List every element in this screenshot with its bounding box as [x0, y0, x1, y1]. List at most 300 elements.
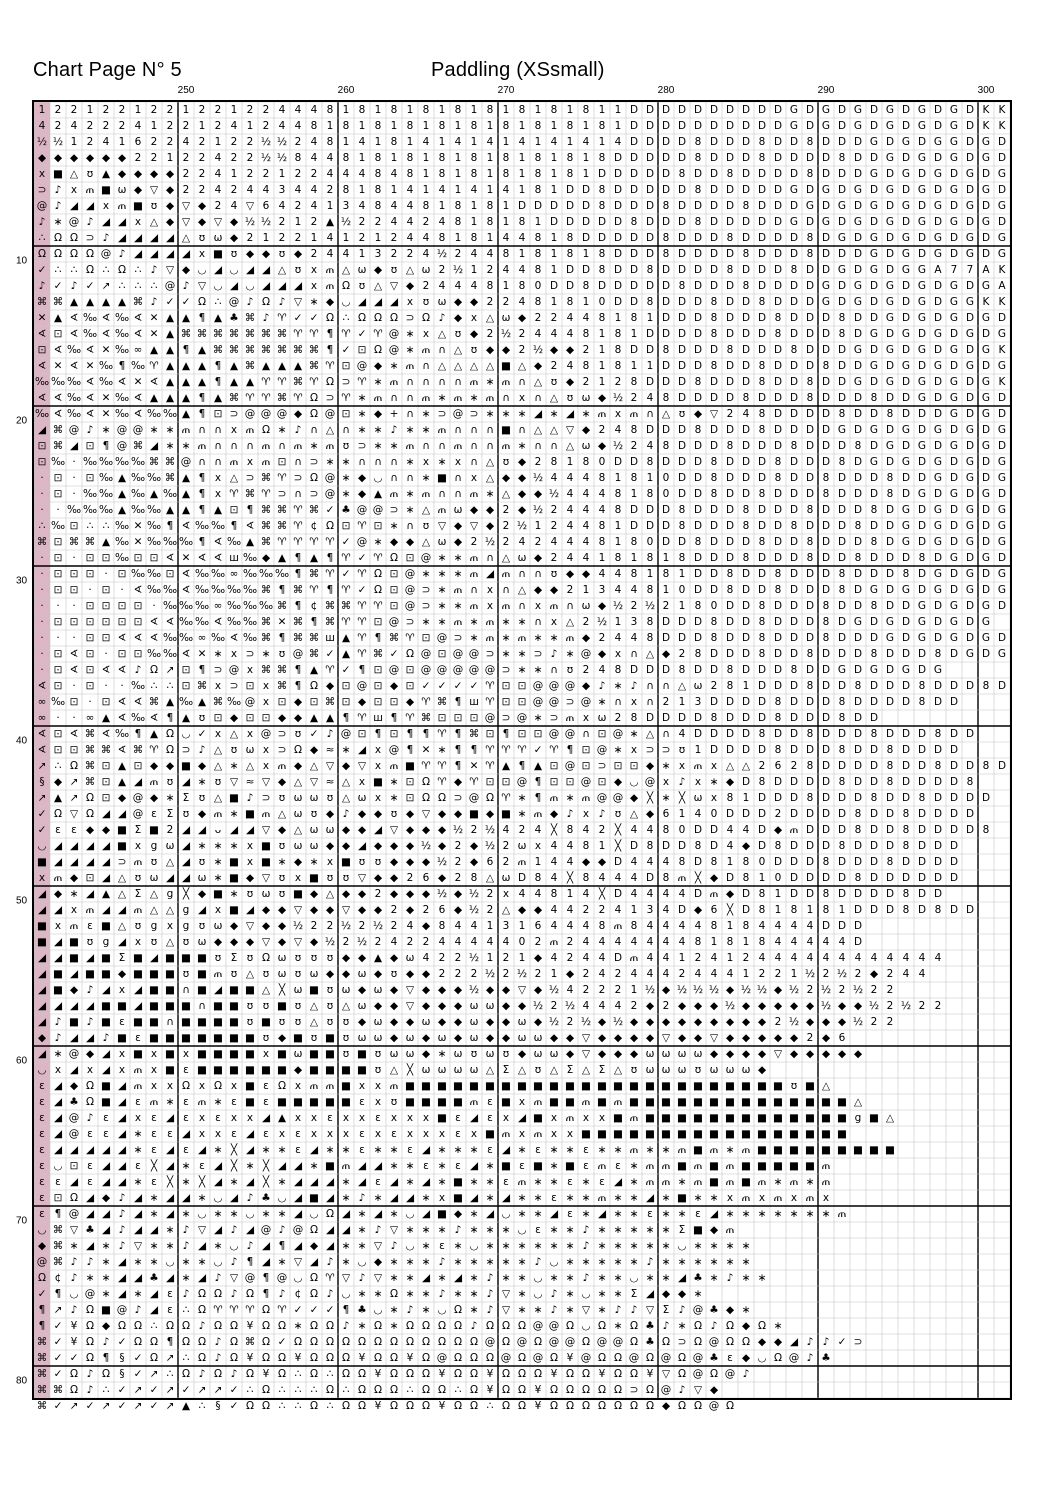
stitch-symbol: ∗	[530, 1190, 546, 1206]
stitch-symbol: ⊡	[50, 662, 66, 678]
column-number-300: 300	[978, 85, 995, 96]
stitch-symbol: ɛ	[162, 1302, 178, 1318]
stitch-symbol: ◆	[530, 358, 546, 374]
stitch-symbol: x	[146, 1062, 162, 1078]
stitch-symbol: ¶	[370, 726, 386, 742]
stitch-symbol: D	[770, 198, 786, 214]
stitch-symbol: ◆	[738, 838, 754, 854]
stitch-symbol: 4	[530, 326, 546, 342]
stitch-symbol: ⌘	[258, 518, 274, 534]
stitch-symbol: @	[546, 1318, 562, 1334]
stitch-symbol: ◆	[658, 1398, 674, 1414]
stitch-symbol: D	[610, 198, 626, 214]
stitch-symbol: D	[658, 118, 674, 134]
stitch-symbol: ጠ	[450, 438, 466, 454]
stitch-symbol: D	[626, 518, 642, 534]
stitch-symbol: ◢	[98, 214, 114, 230]
stitch-symbol: ‰	[130, 358, 146, 374]
stitch-symbol: ጠ	[498, 438, 514, 454]
row-number-80: 80	[16, 1376, 27, 1387]
stitch-symbol: ◢	[146, 950, 162, 966]
stitch-symbol: ⊃	[498, 662, 514, 678]
stitch-symbol: G	[962, 566, 978, 582]
stitch-symbol: D	[802, 582, 818, 598]
stitch-symbol: 2	[354, 214, 370, 230]
stitch-symbol: ■	[706, 1094, 722, 1110]
stitch-symbol: ∩	[194, 998, 210, 1014]
stitch-symbol: 1	[530, 854, 546, 870]
stitch-symbol: Ω	[562, 1318, 578, 1334]
stitch-symbol: ω	[434, 1062, 450, 1078]
stitch-symbol: ⊡	[82, 646, 98, 662]
stitch-symbol: D	[658, 102, 674, 118]
stitch-symbol: ⊃	[226, 406, 242, 422]
stitch-symbol: 1	[450, 118, 466, 134]
stitch-symbol: Ω	[322, 1350, 338, 1366]
stitch-symbol: D	[914, 870, 930, 886]
stitch-symbol: ■	[34, 934, 50, 950]
stitch-symbol: ʊ	[370, 1046, 386, 1062]
stitch-symbol: ∗	[594, 1302, 610, 1318]
stitch-symbol: 2	[178, 182, 194, 198]
stitch-symbol: ጠ	[626, 1110, 642, 1126]
stitch-symbol: ¥	[562, 1350, 578, 1366]
stitch-symbol: 4	[562, 918, 578, 934]
stitch-symbol: D	[754, 310, 770, 326]
stitch-symbol: ■	[658, 1110, 674, 1126]
stitch-symbol: ∗	[338, 470, 354, 486]
stitch-symbol: ◢	[242, 262, 258, 278]
stitch-symbol: ■	[194, 950, 210, 966]
stitch-symbol: ⊡	[82, 598, 98, 614]
stitch-symbol: D	[770, 134, 786, 150]
stitch-symbol: 8	[802, 134, 818, 150]
stitch-symbol: ⊡	[386, 694, 402, 710]
stitch-symbol: ◆	[546, 806, 562, 822]
stitch-symbol: ∗	[98, 1238, 114, 1254]
stitch-symbol: ጠ	[130, 1062, 146, 1078]
stitch-symbol: 2	[754, 966, 770, 982]
stitch-symbol: ω	[354, 1030, 370, 1046]
stitch-symbol: 1	[386, 150, 402, 166]
stitch-symbol: ɛ	[82, 1158, 98, 1174]
stitch-symbol: 8	[658, 342, 674, 358]
stitch-symbol: ◢	[98, 1158, 114, 1174]
stitch-symbol: D	[898, 438, 914, 454]
stitch-symbol: ▲	[178, 470, 194, 486]
stitch-symbol: ʊ	[338, 438, 354, 454]
stitch-symbol: D	[898, 774, 914, 790]
stitch-symbol: ʊ	[386, 1094, 402, 1110]
stitch-symbol: ⌘	[82, 774, 98, 790]
stitch-symbol: ⊡	[386, 726, 402, 742]
stitch-symbol: @	[226, 662, 242, 678]
stitch-symbol: 8	[754, 886, 770, 902]
stitch-symbol: ∴	[178, 1302, 194, 1318]
stitch-symbol: ½	[642, 982, 658, 998]
stitch-symbol: ·	[34, 486, 50, 502]
stitch-symbol: G	[978, 438, 994, 454]
stitch-symbol: g	[178, 918, 194, 934]
stitch-symbol: ∗	[642, 1142, 658, 1158]
stitch-symbol: ʊ	[290, 262, 306, 278]
stitch-symbol: ∗	[530, 1238, 546, 1254]
stitch-symbol: Ω	[450, 1334, 466, 1350]
stitch-symbol: 1	[146, 118, 162, 134]
stitch-symbol: D	[754, 246, 770, 262]
stitch-symbol: @	[610, 790, 626, 806]
stitch-symbol: ‰	[162, 582, 178, 598]
stitch-symbol: ʊ	[290, 966, 306, 982]
stitch-symbol: 6	[258, 198, 274, 214]
stitch-symbol: ∗	[274, 422, 290, 438]
stitch-symbol: ▽	[290, 1254, 306, 1270]
stitch-symbol: ◡	[402, 1238, 418, 1254]
stitch-symbol: 8	[674, 166, 690, 182]
stitch-symbol: G	[914, 118, 930, 134]
stitch-symbol: D	[754, 662, 770, 678]
stitch-symbol: G	[898, 326, 914, 342]
stitch-symbol: ¶	[514, 758, 530, 774]
stitch-symbol: D	[738, 646, 754, 662]
stitch-symbol: Ω	[450, 1350, 466, 1366]
stitch-symbol: Ω	[594, 1398, 610, 1414]
stitch-symbol: D	[962, 438, 978, 454]
stitch-symbol: @	[290, 646, 306, 662]
stitch-symbol: ■	[274, 1094, 290, 1110]
stitch-symbol: G	[978, 550, 994, 566]
stitch-symbol: 1	[162, 150, 178, 166]
stitch-symbol: ◆	[386, 854, 402, 870]
stitch-symbol: D	[962, 598, 978, 614]
stitch-symbol: D	[802, 566, 818, 582]
stitch-symbol: ‰	[162, 534, 178, 550]
stitch-symbol: D	[866, 902, 882, 918]
stitch-symbol: ጠ	[610, 918, 626, 934]
stitch-symbol: △	[546, 1062, 562, 1078]
row-number-10: 10	[16, 256, 27, 267]
stitch-symbol: ɛ	[258, 1078, 274, 1094]
stitch-symbol: ♈	[274, 470, 290, 486]
stitch-symbol: ∗	[418, 406, 434, 422]
stitch-symbol: @	[530, 1350, 546, 1366]
stitch-symbol: ɛ	[354, 1094, 370, 1110]
stitch-symbol: K	[978, 294, 994, 310]
stitch-symbol: D	[786, 390, 802, 406]
stitch-symbol: Ω	[210, 1318, 226, 1334]
stitch-symbol: ¶	[498, 726, 514, 742]
stitch-symbol: 2	[226, 134, 242, 150]
stitch-symbol: ♣	[642, 1334, 658, 1350]
stitch-symbol: 8	[834, 566, 850, 582]
stitch-symbol: x	[418, 1110, 434, 1126]
stitch-symbol: ◡	[402, 1206, 418, 1222]
stitch-symbol: ⊃	[274, 486, 290, 502]
stitch-symbol: 8	[738, 550, 754, 566]
stitch-symbol: ∗	[306, 294, 322, 310]
stitch-symbol: 8	[754, 902, 770, 918]
stitch-symbol: D	[754, 390, 770, 406]
stitch-symbol: ጠ	[66, 918, 82, 934]
stitch-symbol: ɛ	[34, 1126, 50, 1142]
stitch-symbol: 4	[786, 950, 802, 966]
stitch-symbol: ¥	[530, 1382, 546, 1398]
stitch-symbol: G	[978, 150, 994, 166]
stitch-symbol: ⊃	[242, 470, 258, 486]
stitch-symbol: ½	[642, 598, 658, 614]
stitch-symbol: 2	[530, 966, 546, 982]
stitch-symbol: ∗	[162, 1238, 178, 1254]
stitch-symbol: D	[786, 886, 802, 902]
stitch-symbol: 8	[722, 166, 738, 182]
stitch-symbol: ɛ	[194, 1158, 210, 1174]
row-number-40: 40	[16, 736, 27, 747]
stitch-symbol: Ω	[370, 566, 386, 582]
stitch-symbol: ◆	[370, 262, 386, 278]
stitch-symbol: D	[658, 454, 674, 470]
stitch-symbol: @	[690, 1302, 706, 1318]
stitch-symbol: ɛ	[98, 1110, 114, 1126]
stitch-symbol: Ω	[258, 1398, 274, 1414]
stitch-symbol: Ω	[306, 1286, 322, 1302]
stitch-symbol: ⊡	[98, 758, 114, 774]
stitch-symbol: ∗	[386, 358, 402, 374]
stitch-symbol: ◆	[722, 1046, 738, 1062]
stitch-symbol: D	[994, 598, 1010, 614]
stitch-symbol: ▲	[194, 358, 210, 374]
stitch-symbol: D	[786, 422, 802, 438]
stitch-symbol: ╳	[690, 870, 706, 886]
stitch-symbol: ∗	[738, 1302, 754, 1318]
stitch-symbol: ¶	[322, 550, 338, 566]
stitch-symbol: ♪	[178, 1286, 194, 1302]
stitch-symbol: 4	[290, 182, 306, 198]
stitch-symbol: ɛ	[450, 1110, 466, 1126]
stitch-symbol: ◢	[418, 1270, 434, 1286]
stitch-symbol: ∩	[210, 422, 226, 438]
stitch-symbol: ■	[754, 1158, 770, 1174]
stitch-symbol: D	[994, 438, 1010, 454]
stitch-symbol: ∗	[82, 1270, 98, 1286]
stitch-symbol: ◢	[642, 1286, 658, 1302]
stitch-symbol: 2	[418, 934, 434, 950]
stitch-symbol: ∗	[418, 566, 434, 582]
stitch-symbol: @	[626, 1350, 642, 1366]
stitch-symbol: Ω	[690, 1318, 706, 1334]
stitch-symbol: ∗	[626, 726, 642, 742]
stitch-symbol: ‰	[98, 358, 114, 374]
stitch-symbol: ∗	[594, 1254, 610, 1270]
stitch-symbol: D	[866, 438, 882, 454]
stitch-symbol: D	[770, 678, 786, 694]
stitch-symbol: @	[610, 726, 626, 742]
stitch-symbol: Ω	[306, 390, 322, 406]
stitch-symbol: D	[674, 342, 690, 358]
stitch-symbol: ½	[466, 982, 482, 998]
stitch-symbol: △	[114, 918, 130, 934]
stitch-symbol: 1	[610, 118, 626, 134]
stitch-symbol: 8	[802, 230, 818, 246]
stitch-symbol: @	[66, 214, 82, 230]
stitch-symbol: ¥	[402, 1350, 418, 1366]
stitch-symbol: ∢	[242, 518, 258, 534]
stitch-symbol: △	[642, 646, 658, 662]
stitch-symbol: ∗	[258, 1206, 274, 1222]
stitch-symbol: ጠ	[498, 566, 514, 582]
stitch-symbol: D	[626, 182, 642, 198]
stitch-symbol: ◆	[338, 758, 354, 774]
stitch-symbol: D	[706, 518, 722, 534]
stitch-symbol: ▽	[354, 758, 370, 774]
stitch-symbol: g	[146, 918, 162, 934]
stitch-symbol: 1	[674, 950, 690, 966]
stitch-symbol: ∩	[642, 678, 658, 694]
stitch-symbol: 8	[642, 838, 658, 854]
stitch-symbol: △	[210, 758, 226, 774]
stitch-symbol: ጠ	[402, 358, 418, 374]
stitch-symbol: 4	[658, 886, 674, 902]
stitch-symbol: D	[738, 774, 754, 790]
stitch-symbol: ♪	[98, 230, 114, 246]
stitch-symbol: ◢	[178, 774, 194, 790]
stitch-symbol: ⊃	[402, 614, 418, 630]
stitch-symbol: ◆	[594, 1014, 610, 1030]
stitch-symbol: ∩	[626, 646, 642, 662]
stitch-symbol: x	[226, 422, 242, 438]
stitch-symbol: ½	[242, 214, 258, 230]
stitch-symbol: ▲	[114, 470, 130, 486]
stitch-symbol: D	[866, 838, 882, 854]
stitch-symbol: 2	[498, 518, 514, 534]
stitch-symbol: ∗	[706, 1270, 722, 1286]
stitch-symbol: 6	[834, 1030, 850, 1046]
stitch-symbol: ∢	[162, 550, 178, 566]
stitch-symbol: ∗	[674, 1318, 690, 1334]
stitch-symbol: 8	[738, 278, 754, 294]
stitch-symbol: ·	[50, 630, 66, 646]
stitch-symbol: ⌘	[386, 630, 402, 646]
stitch-symbol: G	[930, 502, 946, 518]
stitch-symbol: ½	[674, 982, 690, 998]
stitch-symbol: Ω	[82, 1302, 98, 1318]
stitch-symbol: ◆	[386, 678, 402, 694]
stitch-symbol: x	[194, 1078, 210, 1094]
stitch-symbol: G	[898, 134, 914, 150]
stitch-symbol: 6	[482, 854, 498, 870]
stitch-symbol: ω	[514, 550, 530, 566]
stitch-symbol: ∗	[514, 1286, 530, 1302]
stitch-symbol: ◆	[482, 1014, 498, 1030]
stitch-symbol: @	[258, 726, 274, 742]
stitch-symbol: ʊ	[498, 454, 514, 470]
stitch-symbol: ♪	[242, 1190, 258, 1206]
stitch-symbol: ▽	[578, 1030, 594, 1046]
stitch-symbol: §	[114, 1350, 130, 1366]
stitch-symbol: D	[818, 326, 834, 342]
stitch-symbol: ·	[34, 646, 50, 662]
stitch-symbol: x	[210, 470, 226, 486]
stitch-symbol: ✓	[306, 726, 322, 742]
stitch-symbol: D	[722, 374, 738, 390]
stitch-symbol: G	[946, 310, 962, 326]
stitch-symbol: 2	[546, 998, 562, 1014]
stitch-symbol: 8	[370, 118, 386, 134]
stitch-symbol: ◆	[370, 406, 386, 422]
stitch-symbol: △	[434, 358, 450, 374]
stitch-symbol: ¶	[194, 534, 210, 550]
stitch-symbol: ♈	[290, 326, 306, 342]
stitch-symbol: Ω	[418, 1334, 434, 1350]
stitch-symbol: ¥	[66, 1318, 82, 1334]
stitch-symbol: 8	[658, 246, 674, 262]
stitch-symbol: D	[706, 118, 722, 134]
stitch-symbol: 2	[354, 230, 370, 246]
stitch-symbol: ◆	[402, 1014, 418, 1030]
stitch-symbol: Ω	[418, 1366, 434, 1382]
stitch-symbol: ◆	[498, 342, 514, 358]
stitch-symbol: ♪	[226, 1286, 242, 1302]
stitch-symbol: 1	[514, 118, 530, 134]
stitch-symbol: ∗	[258, 1142, 274, 1158]
stitch-symbol: △	[242, 966, 258, 982]
stitch-symbol: 4	[722, 966, 738, 982]
stitch-symbol: ω	[338, 982, 354, 998]
stitch-symbol: ♪	[402, 1302, 418, 1318]
stitch-symbol: x	[370, 790, 386, 806]
stitch-symbol: D	[898, 182, 914, 198]
stitch-symbol: D	[898, 550, 914, 566]
stitch-symbol: ◢	[162, 1206, 178, 1222]
stitch-symbol: 8	[818, 854, 834, 870]
stitch-symbol: 1	[194, 118, 210, 134]
stitch-symbol: 8	[866, 534, 882, 550]
stitch-symbol: ▲	[226, 374, 242, 390]
stitch-symbol: ■	[626, 1126, 642, 1142]
stitch-symbol: ◢	[194, 902, 210, 918]
stitch-symbol: ◢	[34, 422, 50, 438]
stitch-symbol: 2	[402, 870, 418, 886]
stitch-symbol: ■	[306, 1062, 322, 1078]
stitch-symbol: 8	[722, 790, 738, 806]
stitch-symbol: ω	[210, 230, 226, 246]
stitch-symbol: 8	[834, 710, 850, 726]
stitch-symbol: ·	[66, 470, 82, 486]
stitch-symbol: D	[818, 518, 834, 534]
stitch-symbol: ✕	[418, 742, 434, 758]
stitch-symbol: D	[914, 742, 930, 758]
stitch-symbol: ¶	[290, 662, 306, 678]
stitch-symbol: ◆	[194, 198, 210, 214]
stitch-symbol: ♪	[98, 1030, 114, 1046]
stitch-symbol: 8	[898, 566, 914, 582]
stitch-symbol: ∢	[66, 358, 82, 374]
stitch-symbol: 0	[642, 534, 658, 550]
stitch-symbol: ∗	[354, 406, 370, 422]
stitch-symbol: ◢	[290, 1158, 306, 1174]
stitch-symbol: D	[674, 454, 690, 470]
stitch-symbol: ♣	[354, 1302, 370, 1318]
stitch-symbol: ◢	[114, 806, 130, 822]
stitch-symbol: ⌘	[50, 1254, 66, 1270]
stitch-symbol: ⊡	[66, 694, 82, 710]
stitch-symbol: ✓	[50, 1334, 66, 1350]
stitch-symbol: ጠ	[418, 342, 434, 358]
stitch-symbol: ⊡	[82, 678, 98, 694]
stitch-symbol: D	[610, 278, 626, 294]
stitch-symbol: ◢	[34, 902, 50, 918]
stitch-symbol: ·	[34, 502, 50, 518]
stitch-symbol: ∗	[466, 614, 482, 630]
